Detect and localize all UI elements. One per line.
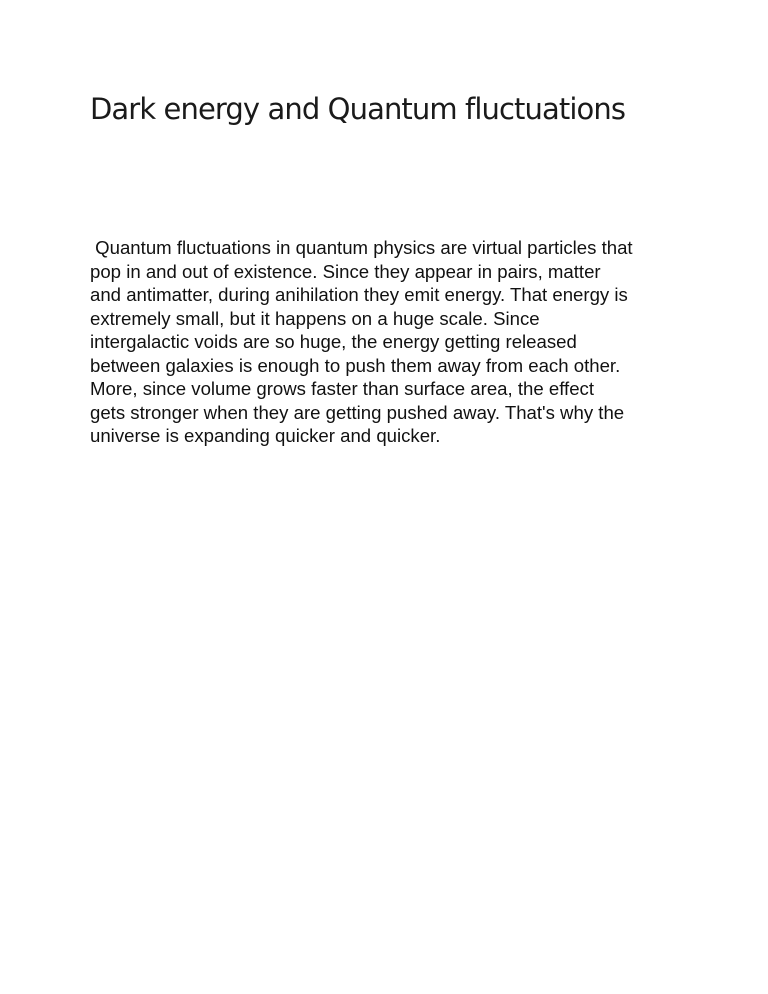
paragraph-line: Quantum fluctuations in quantum physics are virtual particles that xyxy=(90,237,633,258)
paragraph-line: extremely small, but it happens on a huge scale. Since xyxy=(90,307,540,329)
paragraph-line: universe is expanding quicker and quicker. xyxy=(90,425,441,446)
paragraph-line: between galaxies is enough to push them away from each other. xyxy=(90,354,621,376)
body-paragraph xyxy=(90,236,710,448)
paragraph-line: More, since volume grows faster than surface area, the effect xyxy=(90,378,595,399)
document-title: Dark energy and Quantum fluctuations xyxy=(90,92,626,126)
paragraph-line: pop in and out of existence. Since they appear in pairs, matter xyxy=(90,260,601,282)
paragraph-line: intergalactic voids are so huge, the energy getting released xyxy=(90,331,577,352)
paragraph-line: and antimatter, during anihilation they emit energy. That energy is xyxy=(90,284,628,305)
paragraph-line: gets stronger when they are getting pushed away. That's why the xyxy=(90,401,625,423)
